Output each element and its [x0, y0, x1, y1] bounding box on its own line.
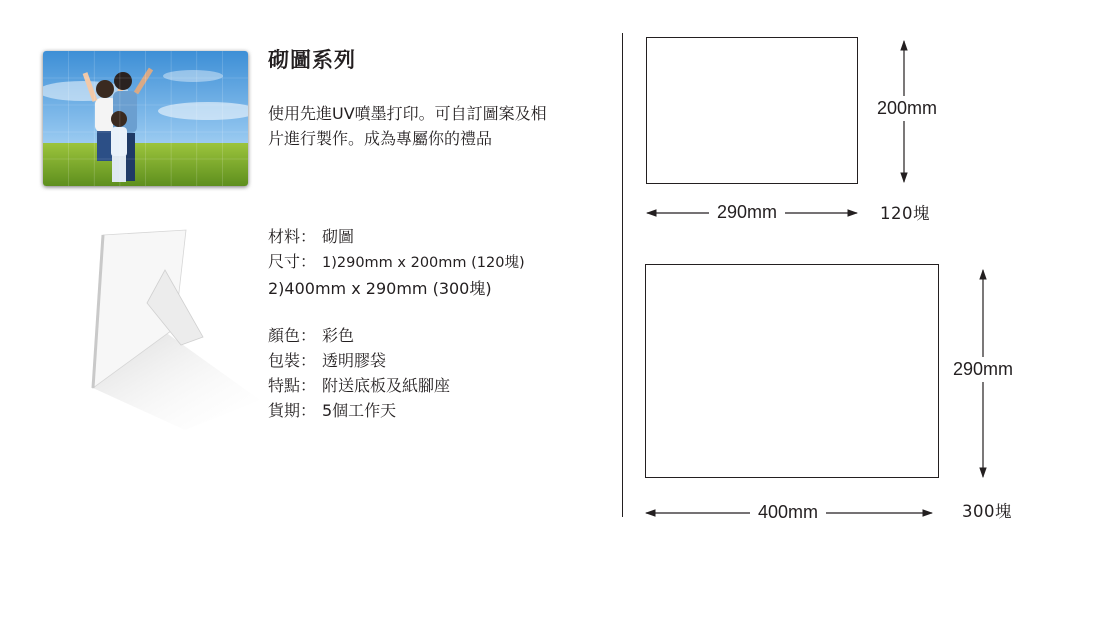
- spec-value: 5個工作天: [322, 401, 397, 420]
- description-line: 使用先進UV噴墨打印。可自訂圖案及相: [268, 104, 547, 123]
- pieces-label-large: 300塊: [962, 502, 1012, 521]
- spec-label: 顏色：: [268, 326, 317, 345]
- height-label-small: 200mm: [875, 96, 939, 121]
- product-title: 砌圖系列: [268, 48, 356, 72]
- pieces-label-small: 120塊: [880, 204, 930, 223]
- spec-label: 包裝：: [268, 351, 317, 370]
- description-line: 片進行製作。成為專屬你的禮品: [268, 129, 493, 148]
- spec-value: 透明膠袋: [322, 351, 387, 370]
- spec-label: 尺寸：: [268, 252, 317, 271]
- spec-label: 材料：: [268, 227, 317, 246]
- spec-size-second: 2)400mm x 290mm (300塊): [268, 279, 492, 298]
- spec-value: 1)290mm x 200mm (120塊): [322, 255, 525, 271]
- spec-label: 特點：: [268, 376, 317, 395]
- spec-value: 砌圖: [322, 227, 355, 246]
- width-label-small: 290mm: [709, 202, 785, 223]
- width-label-large: 400mm: [750, 502, 826, 523]
- spec-value: 附送底板及紙腳座: [322, 376, 451, 395]
- height-label-large: 290mm: [952, 357, 1014, 382]
- spec-value: 彩色: [322, 326, 355, 345]
- spec-label: 貨期：: [268, 401, 317, 420]
